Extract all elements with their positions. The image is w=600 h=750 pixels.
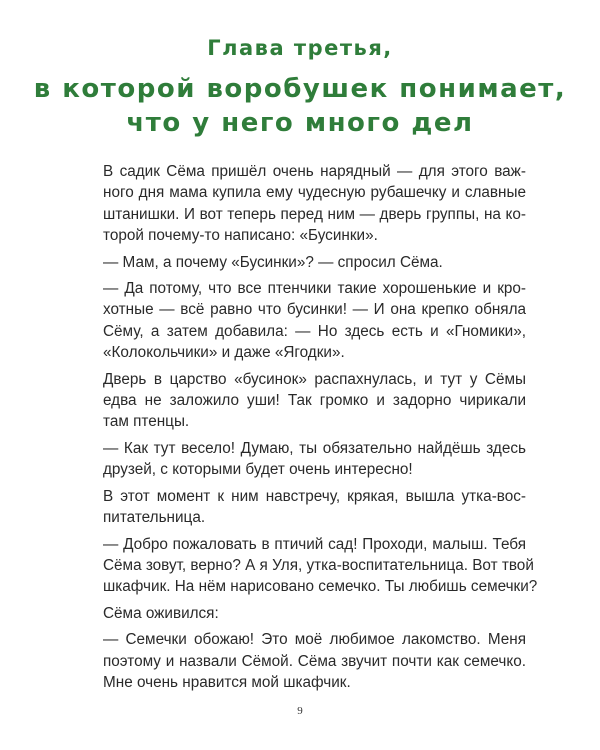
text-line: хотные — всё равно что бусинки! — И она крепко обняла (103, 301, 526, 319)
text-line: там птенцы. (103, 413, 190, 431)
paragraph (88, 161, 526, 247)
text-line: ного дня мама купила ему чудесную рубашечку и славные (103, 184, 526, 202)
text-line: В этот момент к ним навстречу, крякая, вышла утка-вос- (103, 487, 526, 505)
paragraph (88, 369, 526, 433)
text-line: Сёму, а затем добавила: — Но здесь есть и «Гномики», (103, 322, 526, 340)
text-line: — Как тут весело! Думаю, ты обязательно найдёшь здесь (103, 439, 526, 457)
text-line: Дверь в царство «бусинок» распахнулась, и тут у Сёмы (103, 370, 526, 388)
text-line: Сёма зовут, верно? А я Уля, утка-воспитательница. Вот твой (103, 556, 534, 574)
chapter-title-line-2: что у него много дел (126, 108, 474, 138)
paragraph (88, 534, 538, 598)
text-line: В садик Сёма пришёл очень нарядный — для этого важ- (103, 163, 526, 180)
paragraph (88, 603, 526, 624)
chapter-title-line-1: в которой воробушек понимает, (33, 74, 567, 104)
paragraph (88, 486, 526, 529)
text-line: — Мам, а почему «Бусинки»? — спросил Сёма. (103, 253, 443, 271)
text-line: Мне очень нравится мой шкафчик. (103, 673, 351, 691)
text-line: поэтому и назвали Сёмой. Сёма звучит почти как семечко. (103, 652, 526, 670)
text-line: «Колокольчики» и даже «Ягодки». (103, 344, 345, 362)
text-line: друзей, с которыми будет очень интересно! (103, 461, 413, 479)
text-line: — Да потому, что все птенчики такие хорошенькие и кро- (103, 280, 526, 298)
text-line: — Семечки обожаю! Это моё любимое лакомство. Меня (103, 631, 526, 649)
text-line: — Добро пожаловать в птичий сад! Проходи, малыш. Тебя (103, 535, 526, 553)
chapter-body-text (88, 161, 538, 698)
paragraph (88, 629, 526, 693)
paragraph (88, 252, 526, 273)
text-line: едва не заложило уши! Так громко и задорно чирикали (103, 392, 526, 410)
text-line: торой почему-то написано: «Бусинки». (103, 227, 378, 245)
paragraph (88, 278, 526, 364)
chapter-label: Глава третья, (207, 36, 393, 60)
text-line: питательница. (103, 509, 206, 527)
page-number: 9 (297, 705, 303, 717)
paragraph (88, 438, 526, 481)
text-line: штанишки. И вот теперь перед ним — дверь группы, на ко- (103, 205, 526, 223)
text-line: шкафчик. На нём нарисовано семечко. Ты любишь семечки? (103, 578, 538, 596)
text-line: Сёма оживился: (103, 604, 219, 622)
